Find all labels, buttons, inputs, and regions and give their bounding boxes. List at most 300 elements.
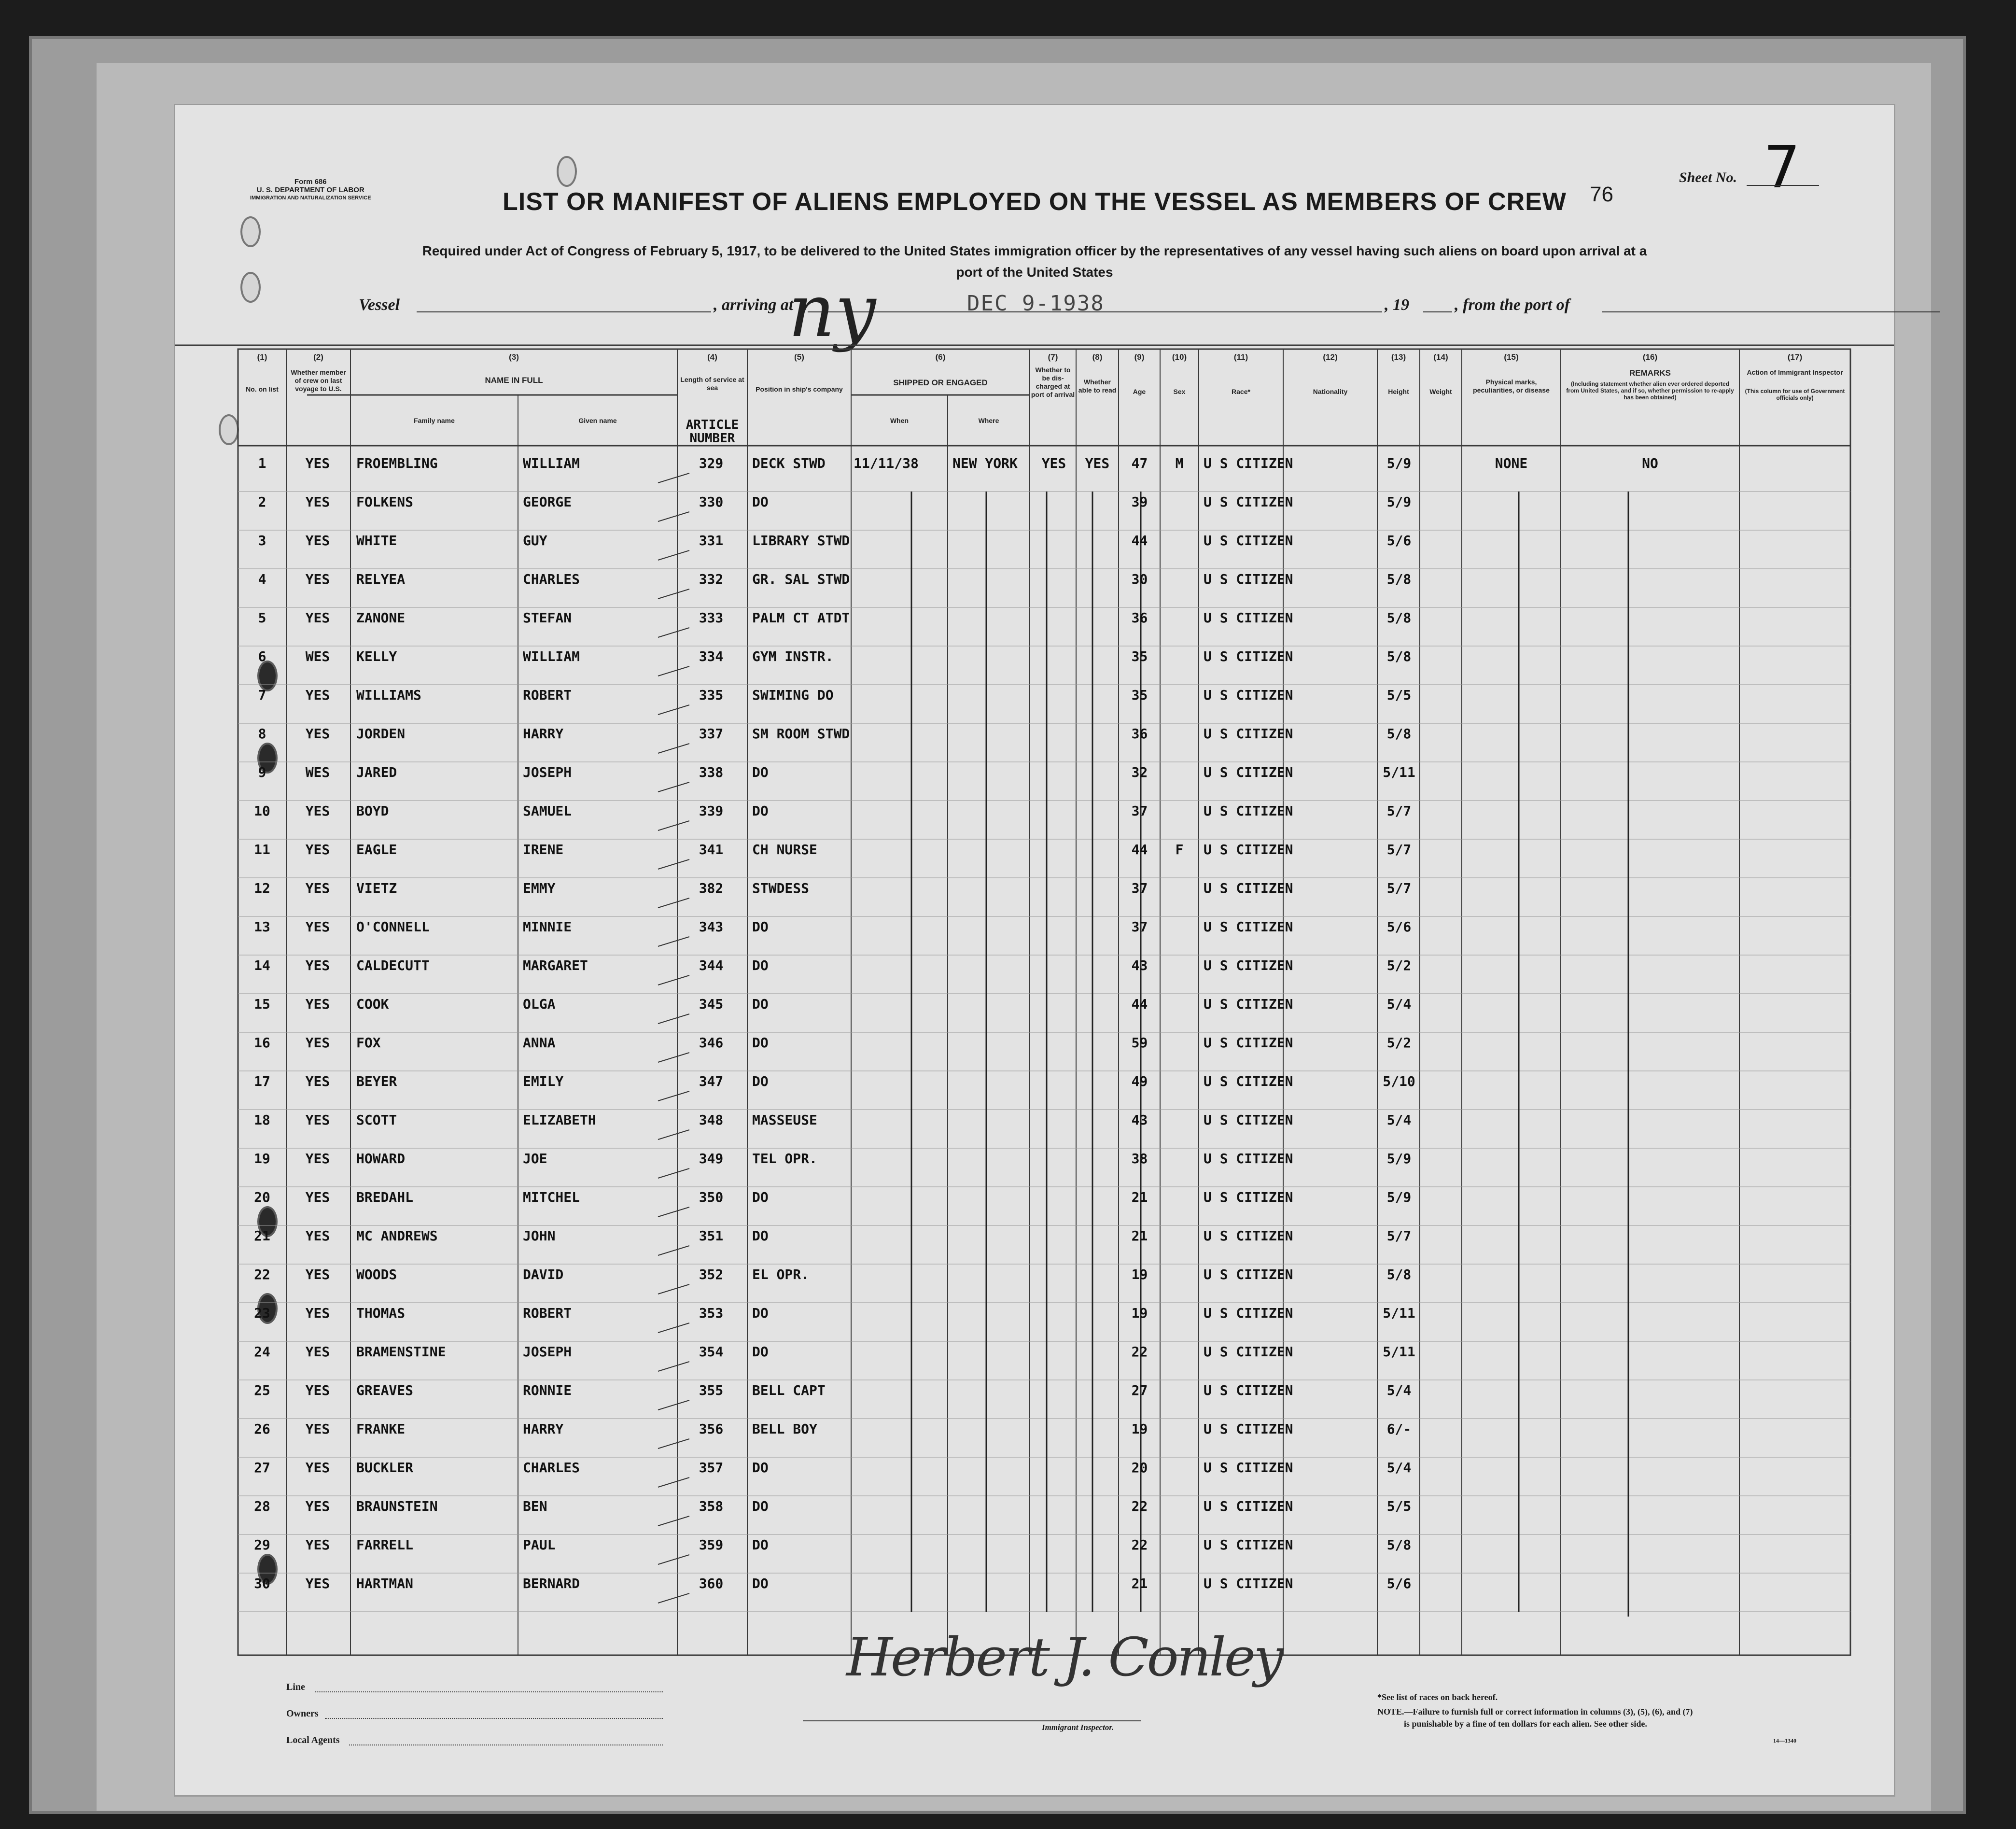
cell-article-number: 354	[699, 1344, 724, 1360]
cell-article-number: 339	[699, 803, 724, 819]
cell-crew-last-voyage: YES	[305, 1460, 330, 1476]
races-note: *See list of races on back hereof.	[1377, 1692, 1498, 1702]
cell-crew-last-voyage: YES	[305, 1421, 330, 1437]
cell-family-name: WOODS	[356, 1266, 397, 1282]
cell-age: 27	[1131, 1382, 1148, 1398]
cell-article-number: 341	[699, 842, 724, 858]
col-nationality-header: Nationality	[1313, 388, 1348, 395]
cell-row-number: 22	[254, 1266, 270, 1282]
cell-crew-last-voyage: YES	[305, 1576, 330, 1591]
cell-race: U S CITIZEN	[1204, 1305, 1293, 1321]
col-read-header: Whether able to read	[1078, 378, 1117, 394]
cell-article-number: 331	[699, 533, 724, 549]
cell-row-number: 20	[254, 1189, 270, 1205]
cell-age: 35	[1131, 687, 1148, 703]
col-remarks-note: (Including statement whether alien ever ordered deported from United States, and if so, whether permission to re-apply has been obtained)	[1566, 380, 1734, 401]
cell-position: DO	[752, 1189, 769, 1205]
year-label: , 19	[1385, 296, 1409, 314]
cell-race: U S CITIZEN	[1204, 1498, 1293, 1514]
cell-family-name: O'CONNELL	[356, 919, 430, 935]
cell-row-number: 17	[254, 1073, 270, 1089]
cell-height: 5/4	[1386, 1460, 1412, 1476]
cell-height: 5/8	[1386, 726, 1412, 742]
cell-height: 5/9	[1386, 1189, 1412, 1205]
cell-family-name: BRAMENSTINE	[356, 1344, 446, 1360]
cell-sex: M	[1175, 455, 1184, 471]
cell-discharged: YES	[1041, 455, 1066, 471]
cell-crew-last-voyage: YES	[305, 1073, 330, 1089]
cell-row-number: 7	[258, 687, 266, 703]
cell-height: 6/-	[1386, 1421, 1412, 1437]
cell-crew-last-voyage: WES	[305, 648, 330, 664]
cell-crew-last-voyage: YES	[305, 494, 330, 510]
cell-article-number: 360	[699, 1576, 724, 1591]
col-4-number: (4)	[707, 352, 717, 362]
cell-age: 22	[1131, 1344, 1148, 1360]
cell-age: 37	[1131, 919, 1148, 935]
col-inspector-note: (This column for use of Government officials only)	[1745, 388, 1845, 401]
cell-row-number: 26	[254, 1421, 270, 1437]
col-marks-header: Physical marks, peculiarities, or disease	[1473, 378, 1550, 394]
cell-article-number: 333	[699, 610, 724, 626]
cell-height: 5/10	[1383, 1073, 1415, 1089]
cell-age: 22	[1131, 1498, 1148, 1514]
cell-family-name: JARED	[356, 764, 397, 780]
cell-race: U S CITIZEN	[1204, 1382, 1293, 1398]
cell-article-number: 382	[699, 880, 724, 896]
cell-height: 5/8	[1386, 648, 1412, 664]
cell-position: LIBRARY STWD	[752, 533, 850, 549]
cell-family-name: THOMAS	[356, 1305, 406, 1321]
cell-crew-last-voyage: YES	[305, 996, 330, 1012]
cell-position: DO	[752, 1537, 769, 1553]
inspector-signature: Herbert J. Conley	[846, 1626, 1282, 1688]
cell-family-name: FARRELL	[356, 1537, 414, 1553]
cell-given-name: MINNIE	[523, 919, 572, 935]
col-sex-header: Sex	[1173, 388, 1186, 395]
cell-row-number: 27	[254, 1460, 270, 1476]
cell-given-name: CHARLES	[523, 1460, 580, 1476]
cell-article-number: 351	[699, 1228, 724, 1244]
cell-family-name: MC ANDREWS	[356, 1228, 438, 1244]
col-3-number: (3)	[509, 352, 519, 362]
cell-row-number: 6	[258, 648, 266, 664]
col-11-number: (11)	[1233, 352, 1248, 362]
col-height-header: Height	[1388, 388, 1409, 395]
cell-crew-last-voyage: YES	[305, 1035, 330, 1051]
cell-race: U S CITIZEN	[1204, 494, 1293, 510]
cell-position: DO	[752, 803, 769, 819]
cell-given-name: MARGARET	[523, 957, 588, 973]
cell-race: U S CITIZEN	[1204, 842, 1293, 858]
cell-position: BELL CAPT	[752, 1382, 826, 1398]
col-8-number: (8)	[1092, 352, 1103, 362]
cell-given-name: WILLIAM	[523, 648, 580, 664]
cell-given-name: MITCHEL	[523, 1189, 580, 1205]
cell-age: 36	[1131, 610, 1148, 626]
cell-height: 5/8	[1386, 1537, 1412, 1553]
cell-position: DO	[752, 764, 769, 780]
print-code: 14—1340	[1773, 1737, 1796, 1744]
cell-age: 38	[1131, 1151, 1148, 1167]
cell-article-number: 335	[699, 687, 724, 703]
cell-crew-last-voyage: YES	[305, 1305, 330, 1321]
cell-row-number: 5	[258, 610, 266, 626]
cell-row-number: 23	[254, 1305, 270, 1321]
cell-race: U S CITIZEN	[1204, 957, 1293, 973]
cell-family-name: WHITE	[356, 533, 397, 549]
cell-row-number: 16	[254, 1035, 270, 1051]
cell-age: 44	[1131, 996, 1148, 1012]
handwritten-port: ny	[788, 269, 876, 353]
cell-row-number: 8	[258, 726, 266, 742]
cell-race: U S CITIZEN	[1204, 1421, 1293, 1437]
owners-field	[325, 1718, 663, 1719]
cell-row-number: 28	[254, 1498, 270, 1514]
cell-crew-last-voyage: YES	[305, 842, 330, 858]
cell-article-number: 349	[699, 1151, 724, 1167]
cell-crew-last-voyage: YES	[305, 880, 330, 896]
cell-height: 5/11	[1383, 1305, 1415, 1321]
cell-row-number: 30	[254, 1576, 270, 1591]
col-given-name-header: Given name	[578, 417, 617, 424]
cell-given-name: BEN	[523, 1498, 547, 1514]
col-remarks-header: REMARKS	[1629, 368, 1671, 378]
col-10-number: (10)	[1172, 352, 1187, 362]
col-weight-header: Weight	[1429, 388, 1452, 395]
cell-given-name: GEORGE	[523, 494, 572, 510]
cell-article-number: 355	[699, 1382, 724, 1398]
cell-race: U S CITIZEN	[1204, 726, 1293, 742]
cell-crew-last-voyage: YES	[305, 957, 330, 973]
cell-given-name: BERNARD	[523, 1576, 580, 1591]
cell-article-number: 346	[699, 1035, 724, 1051]
cell-position: DO	[752, 919, 769, 935]
col-13-number: (13)	[1391, 352, 1406, 362]
cell-given-name: GUY	[523, 533, 547, 549]
cell-article-number: 330	[699, 494, 724, 510]
cell-age: 59	[1131, 1035, 1148, 1051]
cell-race: U S CITIZEN	[1204, 803, 1293, 819]
cell-row-number: 1	[258, 455, 266, 471]
cell-physical-marks: NONE	[1495, 455, 1528, 471]
cell-given-name: JOE	[523, 1151, 547, 1167]
col-discharged-header: Whether to be dis-charged at port of arrival	[1031, 366, 1075, 398]
cell-position: DO	[752, 996, 769, 1012]
cell-family-name: FOLKENS	[356, 494, 414, 510]
col-when-header: When	[890, 417, 909, 424]
col-5-number: (5)	[794, 352, 804, 362]
col-age-header: Age	[1133, 388, 1146, 395]
cell-crew-last-voyage: YES	[305, 1112, 330, 1128]
cell-family-name: ZANONE	[356, 610, 406, 626]
cell-position: DO	[752, 1073, 769, 1089]
cell-family-name: FOX	[356, 1035, 381, 1051]
cell-family-name: JORDEN	[356, 726, 406, 742]
cell-age: 37	[1131, 803, 1148, 819]
cell-age: 21	[1131, 1576, 1148, 1591]
cell-position: TEL OPR.	[752, 1151, 817, 1167]
cell-race: U S CITIZEN	[1204, 1151, 1293, 1167]
cell-given-name: ELIZABETH	[523, 1112, 596, 1128]
owners-label: Owners	[286, 1708, 319, 1719]
cell-height: 5/6	[1386, 919, 1412, 935]
cell-race: U S CITIZEN	[1204, 1460, 1293, 1476]
cell-height: 5/9	[1386, 1151, 1412, 1167]
cell-age: 20	[1131, 1460, 1148, 1476]
date-stamp: DEC 9-1938	[967, 291, 1105, 316]
cell-article-number: 353	[699, 1305, 724, 1321]
cell-given-name: JOSEPH	[523, 1344, 572, 1360]
cell-row-number: 24	[254, 1344, 270, 1360]
cell-crew-last-voyage: WES	[305, 764, 330, 780]
cell-given-name: ANNA	[523, 1035, 556, 1051]
cell-age: 19	[1131, 1305, 1148, 1321]
cell-height: 5/2	[1386, 957, 1412, 973]
cell-given-name: SAMUEL	[523, 803, 572, 819]
cell-crew-last-voyage: YES	[305, 533, 330, 549]
col-16-number: (16)	[1642, 352, 1658, 362]
cell-given-name: DAVID	[523, 1266, 564, 1282]
cell-height: 5/2	[1386, 1035, 1412, 1051]
cell-given-name: JOSEPH	[523, 764, 572, 780]
article-number-typed: ARTICLE NUMBER	[686, 418, 739, 446]
stamp-number: 76	[1590, 183, 1613, 206]
cell-family-name: FRANKE	[356, 1421, 406, 1437]
cell-row-number: 2	[258, 494, 266, 510]
cell-position: EL OPR.	[752, 1266, 810, 1282]
cell-age: 47	[1131, 455, 1148, 471]
cell-crew-last-voyage: YES	[305, 1498, 330, 1514]
cell-race: U S CITIZEN	[1204, 610, 1293, 626]
cell-position: GYM INSTR.	[752, 648, 834, 664]
cell-family-name: VIETZ	[356, 880, 397, 896]
col-service-header: Length of service at sea	[680, 376, 744, 392]
cell-height: 5/9	[1386, 494, 1412, 510]
cell-age: 21	[1131, 1228, 1148, 1244]
cell-position: CH NURSE	[752, 842, 817, 858]
cell-family-name: BEYER	[356, 1073, 397, 1089]
cell-age: 49	[1131, 1073, 1148, 1089]
cell-height: 5/9	[1386, 455, 1412, 471]
cell-article-number: 359	[699, 1537, 724, 1553]
cell-position: DO	[752, 1576, 769, 1591]
cell-family-name: FROEMBLING	[356, 455, 438, 471]
cell-family-name: BRAUNSTEIN	[356, 1498, 438, 1514]
cell-crew-last-voyage: YES	[305, 1382, 330, 1398]
cell-given-name: JOHN	[523, 1228, 556, 1244]
col-1-number: (1)	[257, 352, 267, 362]
cell-race: U S CITIZEN	[1204, 687, 1293, 703]
cell-position: DO	[752, 1344, 769, 1360]
cell-race: U S CITIZEN	[1204, 648, 1293, 664]
cell-crew-last-voyage: YES	[305, 610, 330, 626]
cell-given-name: HARRY	[523, 1421, 564, 1437]
cell-race: U S CITIZEN	[1204, 1537, 1293, 1553]
cell-position: MASSEUSE	[752, 1112, 817, 1128]
cell-article-number: 352	[699, 1266, 724, 1282]
cell-race: U S CITIZEN	[1204, 571, 1293, 587]
cell-race: U S CITIZEN	[1204, 533, 1293, 549]
cell-age: 19	[1131, 1421, 1148, 1437]
cell-given-name: RONNIE	[523, 1382, 572, 1398]
cell-crew-last-voyage: YES	[305, 1266, 330, 1282]
cell-age: 37	[1131, 880, 1148, 896]
cell-position: BELL BOY	[752, 1421, 817, 1437]
cell-given-name: STEFAN	[523, 610, 572, 626]
col-family-name-header: Family name	[414, 417, 455, 424]
col-inspector-header: Action of Immigrant Inspector	[1747, 368, 1843, 376]
cell-race: U S CITIZEN	[1204, 1228, 1293, 1244]
cell-age: 36	[1131, 726, 1148, 742]
line-label: Line	[286, 1682, 305, 1692]
cell-article-number: 357	[699, 1460, 724, 1476]
cell-position: DO	[752, 1228, 769, 1244]
cell-crew-last-voyage: YES	[305, 1151, 330, 1167]
cell-shipped-where: NEW YORK	[952, 455, 1018, 471]
cell-article-number: 337	[699, 726, 724, 742]
cell-height: 5/4	[1386, 1112, 1412, 1128]
cell-article-number: 350	[699, 1189, 724, 1205]
cell-family-name: BUCKLER	[356, 1460, 414, 1476]
cell-given-name: EMILY	[523, 1073, 564, 1089]
cell-sex: F	[1175, 842, 1184, 858]
cell-crew-last-voyage: YES	[305, 1189, 330, 1205]
cell-shipped-when: 11/11/38	[854, 455, 919, 471]
col-shipped-header: SHIPPED OR ENGAGED	[893, 378, 988, 387]
cell-row-number: 9	[258, 764, 266, 780]
cell-row-number: 11	[254, 842, 270, 858]
cell-crew-last-voyage: YES	[305, 919, 330, 935]
cell-article-number: 347	[699, 1073, 724, 1089]
cell-race: U S CITIZEN	[1204, 1189, 1293, 1205]
cell-age: 22	[1131, 1537, 1148, 1553]
cell-height: 5/8	[1386, 610, 1412, 626]
cell-race: U S CITIZEN	[1204, 1576, 1293, 1591]
cell-position: DO	[752, 1460, 769, 1476]
cell-position: GR. SAL STWD	[752, 571, 850, 587]
page-subtitle: Required under Act of Congress of February 5, 1917, to be delivered to the United States immigration officer by the representatives of any vessel having such aliens on board upon arrival at a port of the United States	[422, 243, 1647, 280]
cell-race: U S CITIZEN	[1204, 455, 1293, 471]
cell-age: 21	[1131, 1189, 1148, 1205]
cell-position: DO	[752, 1498, 769, 1514]
cell-given-name: WILLIAM	[523, 455, 580, 471]
cell-family-name: GREAVES	[356, 1382, 414, 1398]
cell-age: 39	[1131, 494, 1148, 510]
cell-row-number: 29	[254, 1537, 270, 1553]
cell-crew-last-voyage: YES	[305, 1228, 330, 1244]
cell-given-name: ROBERT	[523, 1305, 572, 1321]
cell-height: 5/6	[1386, 533, 1412, 549]
cell-row-number: 18	[254, 1112, 270, 1128]
cell-article-number: 334	[699, 648, 724, 664]
cell-article-number: 356	[699, 1421, 724, 1437]
cell-article-number: 344	[699, 957, 724, 973]
cell-family-name: WILLIAMS	[356, 687, 421, 703]
cell-race: U S CITIZEN	[1204, 1266, 1293, 1282]
cell-given-name: PAUL	[523, 1537, 556, 1553]
col-17-number: (17)	[1787, 352, 1803, 362]
cell-height: 5/8	[1386, 571, 1412, 587]
cell-crew-last-voyage: YES	[305, 803, 330, 819]
cell-height: 5/7	[1386, 1228, 1412, 1244]
cell-given-name: HARRY	[523, 726, 564, 742]
cell-race: U S CITIZEN	[1204, 764, 1293, 780]
sheet-label: Sheet No.	[1679, 169, 1737, 185]
fine-note-2: is punishable by a fine of ten dollars for each alien. See other side.	[1404, 1719, 1647, 1729]
cell-race: U S CITIZEN	[1204, 1073, 1293, 1089]
cell-given-name: CHARLES	[523, 571, 580, 587]
cell-remarks: NO	[1642, 455, 1658, 471]
col-where-header: Where	[978, 417, 999, 424]
vessel-label: Vessel	[359, 296, 400, 314]
cell-age: 30	[1131, 571, 1148, 587]
cell-row-number: 19	[254, 1151, 270, 1167]
line-field	[315, 1691, 663, 1692]
cell-family-name: EAGLE	[356, 842, 397, 858]
cell-height: 5/7	[1386, 880, 1412, 896]
cell-age: 44	[1131, 533, 1148, 549]
cell-family-name: RELYEA	[356, 571, 406, 587]
cell-age: 32	[1131, 764, 1148, 780]
col-15-number: (15)	[1504, 352, 1519, 362]
cell-row-number: 3	[258, 533, 266, 549]
cell-row-number: 13	[254, 919, 270, 935]
cell-position: SM ROOM STWD	[752, 726, 850, 742]
cell-position: DO	[752, 1305, 769, 1321]
cell-race: U S CITIZEN	[1204, 919, 1293, 935]
cell-age: 43	[1131, 957, 1148, 973]
cell-position: PALM CT ATDT	[752, 610, 850, 626]
cell-position: DO	[752, 1035, 769, 1051]
cell-height: 5/5	[1386, 1498, 1412, 1514]
cell-age: 35	[1131, 648, 1148, 664]
cell-article-number: 348	[699, 1112, 724, 1128]
page-title: LIST OR MANIFEST OF ALIENS EMPLOYED ON THE VESSEL AS MEMBERS OF CREW	[503, 188, 1567, 216]
cell-row-number: 25	[254, 1382, 270, 1398]
col-no-header: No. on list	[246, 385, 279, 393]
cell-family-name: BOYD	[356, 803, 389, 819]
cell-age: 43	[1131, 1112, 1148, 1128]
inspector-label: Immigrant Inspector.	[1042, 1723, 1114, 1732]
cell-crew-last-voyage: YES	[305, 455, 330, 471]
cell-height: 5/4	[1386, 996, 1412, 1012]
cell-family-name: SCOTT	[356, 1112, 397, 1128]
col-race-header: Race*	[1232, 388, 1250, 395]
inspector-line	[803, 1720, 1141, 1721]
cell-row-number: 21	[254, 1228, 270, 1244]
col-2-number: (2)	[313, 352, 323, 362]
cell-race: U S CITIZEN	[1204, 880, 1293, 896]
cell-crew-last-voyage: YES	[305, 1344, 330, 1360]
cell-article-number: 332	[699, 571, 724, 587]
col-9-number: (9)	[1134, 352, 1145, 362]
cell-given-name: ROBERT	[523, 687, 572, 703]
cell-article-number: 338	[699, 764, 724, 780]
fine-note-1: NOTE.—Failure to furnish full or correct information in columns (3), (5), (6), and (7)	[1377, 1707, 1693, 1716]
col-14-number: (14)	[1433, 352, 1448, 362]
cell-crew-last-voyage: YES	[305, 571, 330, 587]
cell-family-name: HOWARD	[356, 1151, 406, 1167]
cell-article-number: 343	[699, 919, 724, 935]
cell-row-number: 14	[254, 957, 270, 973]
cell-race: U S CITIZEN	[1204, 996, 1293, 1012]
cell-article-number: 358	[699, 1498, 724, 1514]
cell-given-name: IRENE	[523, 842, 564, 858]
local-agents-label: Local Agents	[286, 1735, 340, 1745]
cell-race: U S CITIZEN	[1204, 1112, 1293, 1128]
cell-height: 5/4	[1386, 1382, 1412, 1398]
